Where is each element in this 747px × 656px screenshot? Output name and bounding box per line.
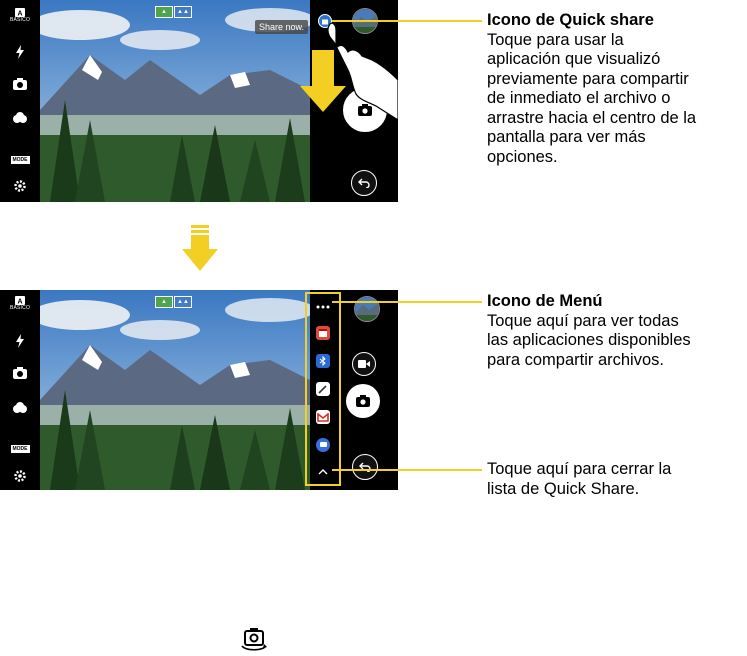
toggle-single-2[interactable]: ▲ xyxy=(155,296,173,308)
bluetooth-icon xyxy=(319,356,327,366)
settings-button-2[interactable] xyxy=(0,470,40,482)
collapse-button[interactable] xyxy=(315,465,331,477)
camera-preview-2 xyxy=(40,290,310,490)
callout-quick-share-line1: Toque para usar la xyxy=(487,30,624,49)
callout-menu-line3: para compartir archivos. xyxy=(487,350,664,369)
mode-basic-label-2: BÁSICO xyxy=(9,305,31,311)
camera-screen-bottom xyxy=(0,290,398,490)
capture-button-2[interactable] xyxy=(346,384,380,418)
landscape-preview-image-2 xyxy=(40,290,310,490)
callout-line-menu xyxy=(332,301,482,303)
mode-basic-label: BÁSICO xyxy=(9,17,31,23)
switch-camera-button[interactable] xyxy=(0,78,40,90)
camera-switch-icon xyxy=(13,78,27,90)
callout-menu xyxy=(487,292,691,370)
switch-camera-icon xyxy=(240,628,268,652)
gmail-icon xyxy=(317,413,329,422)
quick-share-list xyxy=(305,292,341,486)
toggle-wide-2[interactable]: ▲▲ xyxy=(174,296,192,308)
callout-quick-share xyxy=(487,11,696,167)
mode-a-icon xyxy=(15,296,25,305)
svg-text:A: A xyxy=(17,10,23,17)
callout-quick-share-title: Icono de Quick share xyxy=(487,11,654,29)
share-now-tooltip: Share now. xyxy=(255,20,308,34)
mode-button-2[interactable] xyxy=(0,437,40,455)
mode-basic-button[interactable] xyxy=(0,8,40,23)
settings-icon xyxy=(14,180,26,192)
camera-switch-icon xyxy=(13,367,27,379)
message-icon xyxy=(319,441,328,449)
callout-menu-line2: las aplicaciones disponibles xyxy=(487,331,691,349)
menu-dots-icon xyxy=(314,303,332,311)
filter-icon xyxy=(13,112,27,124)
mode-button[interactable] xyxy=(0,148,40,166)
drag-gesture-illustration xyxy=(300,20,398,202)
callout-close-line1: Toque aquí para cerrar la xyxy=(487,460,672,478)
pen-app-icon[interactable] xyxy=(316,382,330,396)
filter-button[interactable] xyxy=(0,112,40,124)
callout-menu-title: Icono de Menú xyxy=(487,292,603,310)
view-toggle-2[interactable] xyxy=(155,296,192,306)
filter-button-2[interactable] xyxy=(0,402,40,414)
flash-off-icon xyxy=(14,45,26,59)
switch-camera-button-2[interactable] xyxy=(0,367,40,379)
callout-line-close xyxy=(332,469,482,471)
mode-basic-button-2[interactable] xyxy=(0,296,40,311)
callout-line-quick-share xyxy=(332,20,482,22)
messages-app-icon[interactable] xyxy=(316,438,330,452)
toggle-wide[interactable]: ▲▲ xyxy=(174,6,192,18)
camera-left-toolbar xyxy=(0,0,40,202)
camera-screen-top xyxy=(0,0,398,202)
settings-icon xyxy=(14,470,26,482)
callout-quick-share-line5: arrastre hacia el centro de la xyxy=(487,108,697,127)
capture-icon xyxy=(356,395,370,407)
flash-button[interactable] xyxy=(0,45,40,59)
video-button[interactable] xyxy=(352,352,376,376)
toggle-single[interactable]: ▲ xyxy=(155,6,173,18)
camera-left-toolbar-2 xyxy=(0,290,40,490)
callout-close-line2: lista de Quick Share. xyxy=(487,479,640,498)
view-toggle[interactable] xyxy=(155,6,192,16)
calendar-icon xyxy=(318,328,328,338)
flash-button-2[interactable] xyxy=(0,334,40,348)
calendar-app-icon[interactable] xyxy=(316,326,330,340)
callout-quick-share-line6: pantalla para ver más xyxy=(487,128,646,146)
mode-label-2: MODE xyxy=(12,446,28,452)
back-button-2[interactable] xyxy=(352,454,378,480)
filter-icon xyxy=(13,402,27,414)
gallery-thumbnail-2[interactable] xyxy=(354,296,380,322)
bluetooth-app-icon[interactable] xyxy=(316,354,330,368)
callout-quick-share-line4: de inmediato el archivo o xyxy=(487,89,671,107)
mode-label: MODE xyxy=(12,157,28,163)
callout-quick-share-line2: aplicación que visualizó xyxy=(487,50,661,68)
callout-menu-line1: Toque aquí para ver todas xyxy=(487,311,679,330)
pen-icon xyxy=(318,384,328,394)
svg-text:A: A xyxy=(17,298,23,305)
callout-quick-share-line3: previamente para compartir xyxy=(487,69,689,88)
menu-button[interactable] xyxy=(314,298,332,306)
callout-close xyxy=(487,460,671,499)
callout-quick-share-line7: opciones. xyxy=(487,147,558,166)
mode-a-icon xyxy=(15,8,25,17)
video-icon xyxy=(358,360,370,368)
flash-off-icon xyxy=(14,334,26,348)
gmail-app-icon[interactable] xyxy=(316,410,330,424)
transition-arrow-icon xyxy=(182,225,218,271)
settings-button[interactable] xyxy=(0,180,40,192)
collapse-icon xyxy=(315,466,331,478)
